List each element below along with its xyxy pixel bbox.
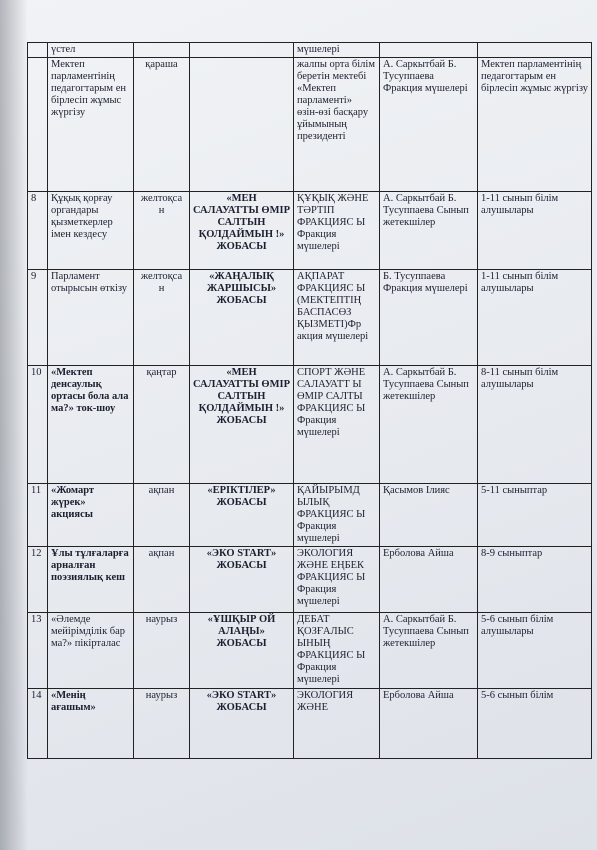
project-name-cell (190, 58, 294, 192)
row-number-cell: 8 (28, 192, 48, 270)
event-name-cell: «Мектеп денсаулық ортасы бола ала ма?» ток-шоу (48, 366, 134, 484)
participants-cell: 1-11 сынып білім алушылары (478, 270, 592, 366)
fraction-name-cell: ЭКОЛОГИЯ ЖӘНЕ ЕҢБЕК ФРАКЦИЯС Ы Фракция мүшелері (294, 547, 380, 613)
participants-cell: 8-11 сынып білім алушылары (478, 366, 592, 484)
responsible-cell: Ерболова Айша (380, 547, 478, 613)
table-row (28, 366, 592, 484)
event-name-cell: Ұлы тұлғаларға арналған поэзиялық кеш (48, 547, 134, 613)
row-number-cell: 14 (28, 689, 48, 759)
project-name-cell: «МЕН САЛАУАТТЫ ӨМІР САЛТЫН ҚОЛДАЙМЫН !» ЖОБАСЫ (190, 192, 294, 270)
event-date-cell: желтоқса н (134, 270, 190, 366)
fraction-name-cell: ЭКОЛОГИЯ ЖӘНЕ (294, 689, 380, 759)
page-fold-shadow (0, 0, 28, 850)
table-row (28, 58, 592, 192)
project-name-cell: «ЖАҢАЛЫҚ ЖАРШЫСЫ» ЖОБАСЫ (190, 270, 294, 366)
event-date-cell: ақпан (134, 547, 190, 613)
table-row (28, 43, 592, 58)
table-row (28, 192, 592, 270)
fraction-name-cell: мүшелері (294, 43, 380, 58)
participants-cell: 5-11 сыныптар (478, 484, 592, 547)
project-name-cell: «ЕРІКТІЛЕР» ЖОБАСЫ (190, 484, 294, 547)
table-row (28, 484, 592, 547)
row-number-cell: 9 (28, 270, 48, 366)
fraction-name-cell: жалпы орта білім беретін мектебі «Мектеп парламенті» өзін-өзі басқару ұйымының президенті (294, 58, 380, 192)
table-row (28, 689, 592, 759)
fraction-name-cell: ҚАЙЫРЫМД ЫЛЫҚ ФРАКЦИЯС Ы Фракция мүшелері (294, 484, 380, 547)
event-date-cell: қаңтар (134, 366, 190, 484)
document-page (27, 42, 591, 850)
event-name-cell: үстел (48, 43, 134, 58)
event-name-cell: «Әлемде мейірімділік бар ма?» пікірталас (48, 613, 134, 689)
event-name-cell: «Менің ағашым» (48, 689, 134, 759)
project-name-cell: «МЕН САЛАУАТТЫ ӨМІР САЛТЫН ҚОЛДАЙМЫН !» ЖОБАСЫ (190, 366, 294, 484)
participants-cell: 5-6 сынып білім (478, 689, 592, 759)
row-number-cell: 13 (28, 613, 48, 689)
event-date-cell: желтоқса н (134, 192, 190, 270)
event-name-cell: Мектеп парламентінің педагогтарым ен бірлесіп жұмыс жүргізу (48, 58, 134, 192)
row-number-cell: 12 (28, 547, 48, 613)
plan-table (27, 42, 592, 759)
responsible-cell: А. Саркытбай Б. Тусуппаева Сынып жетекшілер (380, 366, 478, 484)
responsible-cell: Ерболова Айша (380, 689, 478, 759)
event-date-cell (134, 43, 190, 58)
participants-cell (478, 43, 592, 58)
row-number-cell (28, 58, 48, 192)
responsible-cell: А. Саркытбай Б. Тусуппаева Сынып жетекшілер (380, 613, 478, 689)
fraction-name-cell: СПОРТ ЖӘНЕ САЛАУАТТ Ы ӨМІР САЛТЫ ФРАКЦИЯС Ы Фракция мүшелері (294, 366, 380, 484)
project-name-cell: «ЭКО START» ЖОБАСЫ (190, 689, 294, 759)
event-name-cell: Парламент отырысын өткізу (48, 270, 134, 366)
row-number-cell: 10 (28, 366, 48, 484)
row-number-cell (28, 43, 48, 58)
row-number-cell: 11 (28, 484, 48, 547)
participants-cell: 8-9 сыныптар (478, 547, 592, 613)
participants-cell: 1-11 сынып білім алушылары (478, 192, 592, 270)
responsible-cell: Қасымов Ілияс (380, 484, 478, 547)
project-name-cell: «ЭКО START» ЖОБАСЫ (190, 547, 294, 613)
event-date-cell: қараша (134, 58, 190, 192)
table-row (28, 613, 592, 689)
fraction-name-cell: ДЕБАТ ҚОЗҒАЛЫС ЫНЫҢ ФРАКЦИЯС Ы Фракция мүшелері (294, 613, 380, 689)
participants-cell: Мектеп парламентінің педагогтарым ен бірлесіп жұмыс жүргізу (478, 58, 592, 192)
fraction-name-cell: АҚПАРАТ ФРАКЦИЯС Ы (МЕКТЕПТІҢ БАСПАСӨЗ ҚЫЗМЕТІ)Фр акция мүшелері (294, 270, 380, 366)
project-name-cell (190, 43, 294, 58)
responsible-cell: А. Саркытбай Б. Тусуппаева Фракция мүшелері (380, 58, 478, 192)
event-name-cell: Құқық қорғау органдары қызметкерлер імен кездесу (48, 192, 134, 270)
event-date-cell: наурыз (134, 613, 190, 689)
responsible-cell: Б. Тусуппаева Фракция мүшелері (380, 270, 478, 366)
responsible-cell: А. Саркытбай Б. Тусуппаева Сынып жетекшілер (380, 192, 478, 270)
event-name-cell: «Жомарт жүрек» акциясы (48, 484, 134, 547)
responsible-cell (380, 43, 478, 58)
participants-cell: 5-6 сынып білім алушылары (478, 613, 592, 689)
event-date-cell: ақпан (134, 484, 190, 547)
fraction-name-cell: ҚҰҚЫҚ ЖӘНЕ ТӘРТІП ФРАКЦИЯС Ы Фракция мүшелері (294, 192, 380, 270)
event-date-cell: наурыз (134, 689, 190, 759)
table-row (28, 270, 592, 366)
table-row (28, 547, 592, 613)
project-name-cell: «ҰШҚЫР ОЙ АЛАҢЫ» ЖОБАСЫ (190, 613, 294, 689)
